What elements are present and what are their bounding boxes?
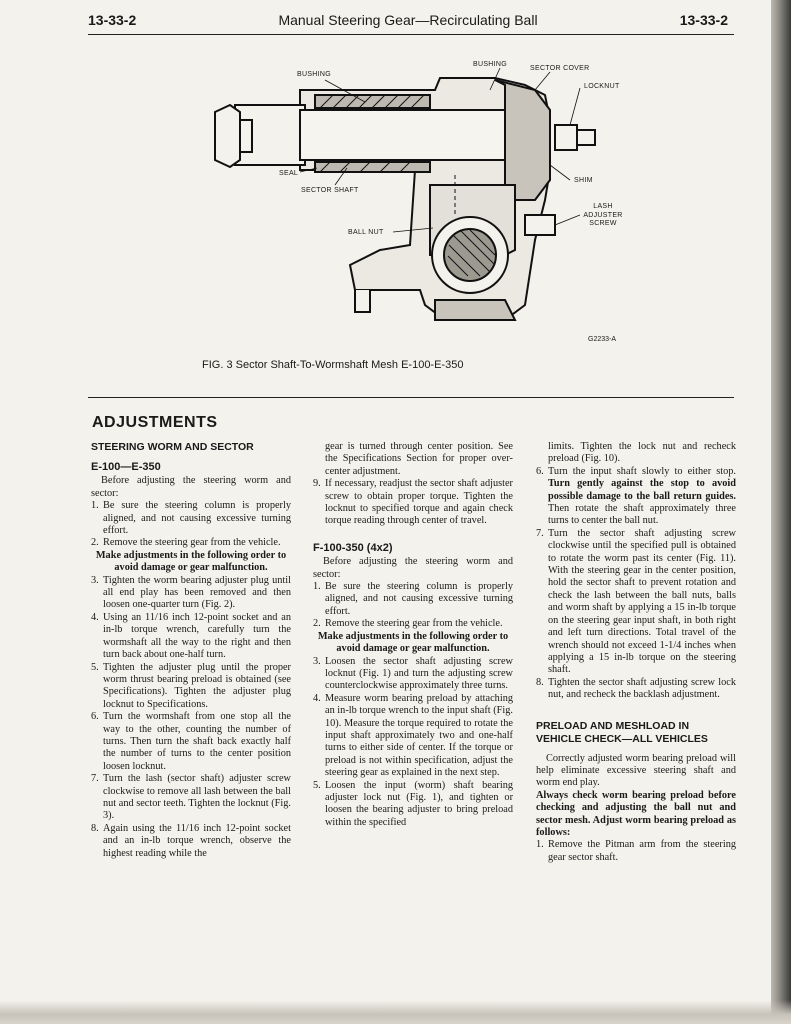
page-header <box>88 12 728 34</box>
step-5-continued: limits. Tighten the lock nut and recheck preload (Fig. 10). <box>548 441 736 465</box>
list-item: 8. Tighten the sector shaft adjusting screw lock nut, and recheck the backlash adjustment. <box>536 676 736 701</box>
preload-paragraph: Correctly adjusted worm bearing preload will help eliminate excessive steering shaft and worm end play. <box>536 752 736 789</box>
page-number-right: 13-33-2 <box>679 12 728 28</box>
subheading-f100-350: F-100-350 (4x2) <box>313 541 393 554</box>
list-item: 4. Measure worm bearing preload by attaching an in-lb torque wrench to the input shaft (Fig. 10). Measure the torque required to rotate the input shaft approximately two and one-half turns to either side of center. If the torque or preload is not within specification, adjust the steering gear as explained in the next step. <box>313 692 513 779</box>
steering-gear-diagram <box>205 50 615 350</box>
list-item: 8. Again using the 11/16 inch 12-point socket and an in-lb torque wrench, observe the highest reading while the <box>91 822 291 859</box>
section-title: ADJUSTMENTS <box>92 414 218 431</box>
callout-lash-adjuster-screw: LASH ADJUSTER SCREW <box>583 203 623 227</box>
callout-bushing-left: BUSHING <box>297 71 331 78</box>
heading-steering-worm-sector: STEERING WORM AND SECTOR <box>91 441 254 453</box>
warning-note-f100: Make adjustments in the following order to avoid damage or gear malfunction. <box>317 630 509 655</box>
list-item: 7. Turn the lash (sector shaft) adjuster screw clockwise to remove all lash between the ball nut and sector teeth. Tighten the locknut (Fig. 3). <box>91 773 291 822</box>
list-item: 3. Tighten the worm bearing adjuster plug until all end play has been removed and then loosen one-quarter turn (Fig. 2). <box>91 574 291 611</box>
callout-bushing-right: BUSHING <box>473 61 507 68</box>
warning-note: Make adjustments in the following order to avoid damage or gear malfunction. <box>95 549 287 574</box>
steps-list-f100-cont <box>536 466 736 702</box>
heading-preload-meshload: PRELOAD AND MESHLOAD IN VEHICLE CHECK—ALL VEHICLES <box>536 719 708 745</box>
steps-list-f100 <box>313 581 513 829</box>
callout-shim: SHIM <box>574 177 593 184</box>
page-header-title: Manual Steering Gear—Recirculating Ball <box>278 12 538 28</box>
callout-sector-cover: SECTOR COVER <box>530 65 590 72</box>
subheading-e100-e350: E-100—E-350 <box>91 461 161 473</box>
intro-text-f100: Before adjusting the steering worm and sector: <box>313 556 513 580</box>
list-item: 4. Using an 11/16 inch 12-point socket and an in-lb torque wrench, carefully turn the wormshaft all the way to the right and then turn back about one-half turn. <box>91 611 291 661</box>
section-rule <box>88 397 734 398</box>
list-item: 5. Tighten the adjuster plug until the proper worm thrust bearing preload is obtained (see Specifications). Tighten the adjuster plug locknut to Specifications. <box>91 661 291 710</box>
list-item: 3. Loosen the sector shaft adjusting screw locknut (Fig. 1) and turn the adjusting screw counterclockwise approximately three turns. <box>313 655 513 692</box>
column-3 <box>536 441 736 864</box>
column-2 <box>313 441 513 829</box>
intro-text: Before adjusting the steering worm and sector: <box>91 475 291 499</box>
list-item: 5. Loosen the input (worm) shaft bearing adjuster lock nut (Fig. 1), and tighten or loosen the bearing adjuster to bring preload within the specified <box>313 779 513 828</box>
list-item: 6. Turn the input shaft slowly to either stop. Turn gently against the stop to avoid possible damage to the ball return guides. Then rotate the shaft approximately three turns to center the ball nut. <box>536 465 736 527</box>
list-item: 1. Be sure the steering column is properly aligned, and not causing excessive turning effort. <box>313 581 513 617</box>
list-item: 7. Turn the sector shaft adjusting screw clockwise until the specified pull is obtained to rotate the worm past its center (Fig. 11). With the steering gear in the center position, hold the sector shaft to prevent rotation and check the lash between the ball nuts, balls and worm shaft by applying a 15 in-lb torque on the steering gear input shaft, in both right and left turn directions. Total travel of the wrench should not exceed 1-1/4 inches when applying a 15 in-lb torque on the steering shaft. <box>536 527 736 676</box>
callout-sector-shaft: SECTOR SHAFT <box>301 187 359 194</box>
callout-ball-nut: BALL NUT <box>348 229 384 236</box>
figure-id: G2233-A <box>588 336 617 343</box>
list-item: 6. Turn the wormshaft from one stop all the way to the other, counting the number of turns. Then turn the shaft back exactly half the number of turns to the center position loosen locknut. <box>91 711 291 772</box>
page-bottom-edge <box>0 1000 791 1024</box>
steps-list-preload <box>536 839 736 864</box>
list-item: 2. Remove the steering gear from the vehicle. <box>91 537 281 549</box>
callout-seal: SEAL <box>279 170 299 177</box>
figure-caption: FIG. 3 Sector Shaft-To-Wormshaft Mesh E-100-E-350 <box>202 359 464 371</box>
page-binding-edge <box>771 0 791 1024</box>
steps-list-e100 <box>91 500 291 860</box>
list-item: 2. Remove the steering gear from the vehicle. <box>313 618 503 630</box>
page-number-left: 13-33-2 <box>88 12 137 28</box>
preload-instruction: Always check worm bearing preload before checking and adjusting the ball nut and sector mesh. Adjust worm bearing preload as follows: <box>536 789 736 838</box>
list-item: 9. If necessary, readjust the sector shaft adjuster screw to obtain proper torque. Tighten the locknut to specified torque and again check torque reading through center of travel. <box>313 478 513 527</box>
steps-list-e100-cont <box>313 478 513 528</box>
list-item: 1. Be sure the steering column is properly aligned, and not causing excessive turning effort. <box>91 500 291 537</box>
header-rule <box>88 34 734 35</box>
list-item: 1. Remove the Pitman arm from the steering gear sector shaft. <box>536 839 736 863</box>
callout-locknut: LOCKNUT <box>584 83 620 90</box>
column-1 <box>91 441 291 860</box>
step-8-continued: gear is turned through center position. See the Specifications Section for proper over-center adjustment. <box>325 441 513 477</box>
